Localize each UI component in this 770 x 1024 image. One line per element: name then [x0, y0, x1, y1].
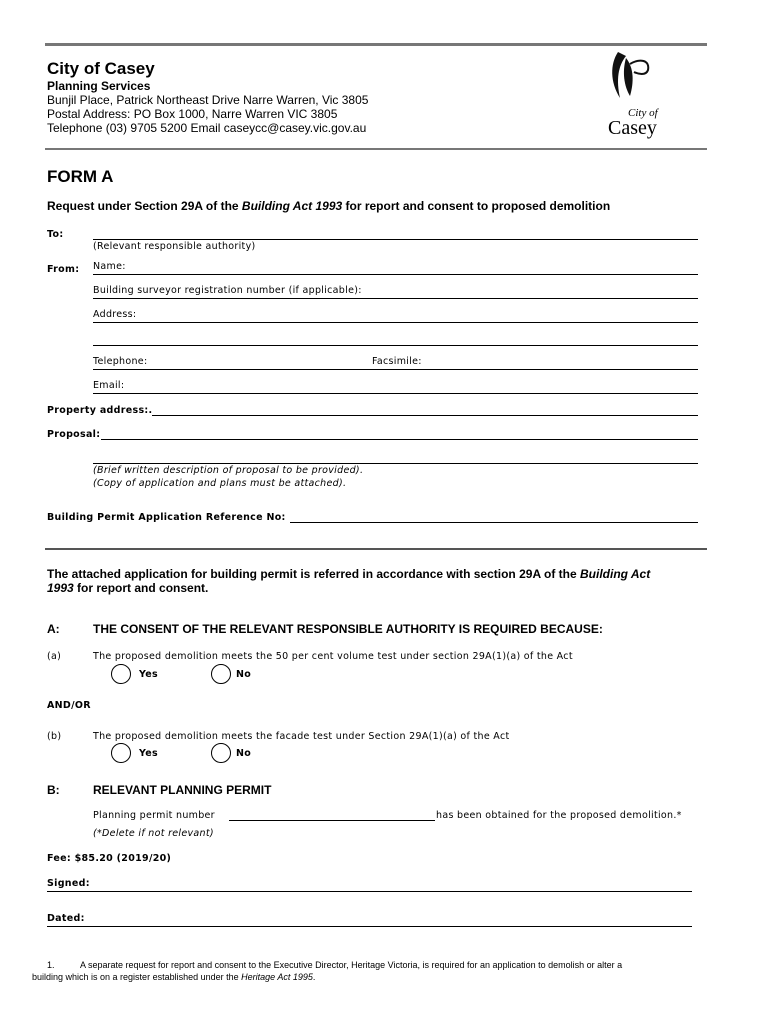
subtitle-post: for report and consent to proposed demolition: [342, 199, 611, 213]
section-b-heading: RELEVANT PLANNING PERMIT: [93, 783, 272, 797]
referral-post: for report and consent.: [73, 581, 209, 595]
referral-act-b: 1993: [47, 581, 74, 595]
property-label: Property address:.: [47, 405, 153, 416]
signed-field[interactable]: [47, 878, 692, 892]
item-a-no-label: No: [236, 669, 252, 680]
to-label: To:: [47, 229, 64, 240]
telephone-label: Telephone:: [93, 356, 148, 367]
item-b-no-radio[interactable]: [211, 743, 231, 763]
name-field[interactable]: [93, 261, 698, 275]
item-a-text: The proposed demolition meets the 50 per cent volume test under section 29A(1)(a) of the Act: [93, 651, 573, 662]
form-title: FORM A: [47, 167, 114, 186]
name-label: Name:: [93, 261, 126, 272]
address-label: Address:: [93, 309, 137, 320]
referral-act-a: Building Act: [580, 567, 651, 581]
footnote-number: 1.: [47, 960, 55, 970]
form-subtitle: [47, 199, 610, 213]
section-b-letter: B:: [47, 783, 60, 797]
casey-logo-icon: [604, 50, 674, 110]
section-a-heading: THE CONSENT OF THE RELEVANT RESPONSIBLE AUTHORITY IS REQUIRED BECAUSE:: [93, 622, 603, 636]
dated-label: Dated:: [47, 913, 85, 924]
email-field[interactable]: [93, 380, 698, 394]
item-b-text: The proposed demolition meets the facade test under Section 29A(1)(a) of the Act: [93, 731, 510, 742]
facsimile-label: Facsimile:: [372, 356, 422, 367]
permit-label: Planning permit number: [93, 810, 215, 821]
telephone-field[interactable]: [93, 356, 372, 370]
header-rule: [45, 148, 707, 150]
item-a-label: (a): [47, 651, 62, 662]
logo-city-of: City of: [628, 107, 658, 119]
reference-field[interactable]: [290, 509, 698, 523]
signed-label: Signed:: [47, 878, 90, 889]
casey-logo: [604, 50, 674, 140]
section-a-letter: A:: [47, 622, 60, 636]
footnote-post: .: [312, 972, 316, 982]
proposal-field[interactable]: [101, 426, 698, 440]
property-field[interactable]: [152, 402, 698, 416]
proposal-label: Proposal:: [47, 429, 101, 440]
referral-text: [47, 567, 707, 595]
referral-pre: The attached application for building permit is referred in accordance with section 29A of the: [47, 567, 580, 581]
subtitle-pre: Request under Section 29A of the: [47, 199, 242, 213]
address-line-1: Bunjil Place, Patrick Northeast Drive Narre Warren, Vic 3805: [47, 93, 369, 107]
footnote-line-2: [32, 972, 315, 982]
to-hint: (Relevant responsible authority): [93, 241, 256, 252]
org-name: City of Casey: [47, 59, 155, 78]
permit-number-field[interactable]: [229, 807, 435, 821]
and-or-label: AND/OR: [47, 700, 91, 711]
item-b-yes-radio[interactable]: [111, 743, 131, 763]
address-field-line-2[interactable]: [93, 332, 698, 346]
top-rule: [45, 43, 707, 46]
email-label: Email:: [93, 380, 125, 391]
dept-name: Planning Services: [47, 79, 151, 93]
item-b-label: (b): [47, 731, 62, 742]
footnote-line-1: A separate request for report and consent to the Executive Director, Heritage Victoria, is required for an application to demolish or alter a: [80, 960, 623, 970]
from-label: From:: [47, 264, 80, 275]
subtitle-act: Building Act 1993: [241, 199, 343, 213]
fee-text: Fee: $85.20 (2019/20): [47, 853, 172, 864]
item-a-yes-label: Yes: [139, 669, 159, 680]
item-b-yes-label: Yes: [139, 748, 159, 759]
surveyor-field[interactable]: [93, 285, 698, 299]
to-field[interactable]: [93, 226, 698, 240]
delete-note: (*Delete if not relevant): [93, 828, 214, 839]
logo-casey: Casey: [608, 117, 657, 139]
footnote-act: Heritage Act 1995: [241, 972, 313, 982]
proposal-hint-1: (Brief written description of proposal to be provided).: [93, 465, 364, 476]
mid-rule: [45, 548, 707, 550]
reference-label: Building Permit Application Reference No:: [47, 512, 286, 523]
proposal-hint-2: (Copy of application and plans must be attached).: [93, 478, 347, 489]
address-field[interactable]: [93, 309, 698, 323]
dated-field[interactable]: [47, 913, 692, 927]
item-a-no-radio[interactable]: [211, 664, 231, 684]
surveyor-label: Building surveyor registration number (if applicable):: [93, 285, 362, 296]
address-line-2: Postal Address: PO Box 1000, Narre Warren VIC 3805: [47, 107, 338, 121]
address-line-3: Telephone (03) 9705 5200 Email caseycc@casey.vic.gov.au: [47, 121, 367, 135]
permit-post-text: has been obtained for the proposed demolition.*: [436, 810, 682, 821]
proposal-field-line-2[interactable]: [93, 450, 698, 464]
footnote-pre: building which is on a register established under the: [32, 972, 242, 982]
item-b-no-label: No: [236, 748, 252, 759]
facsimile-field[interactable]: [372, 356, 698, 370]
item-a-yes-radio[interactable]: [111, 664, 131, 684]
